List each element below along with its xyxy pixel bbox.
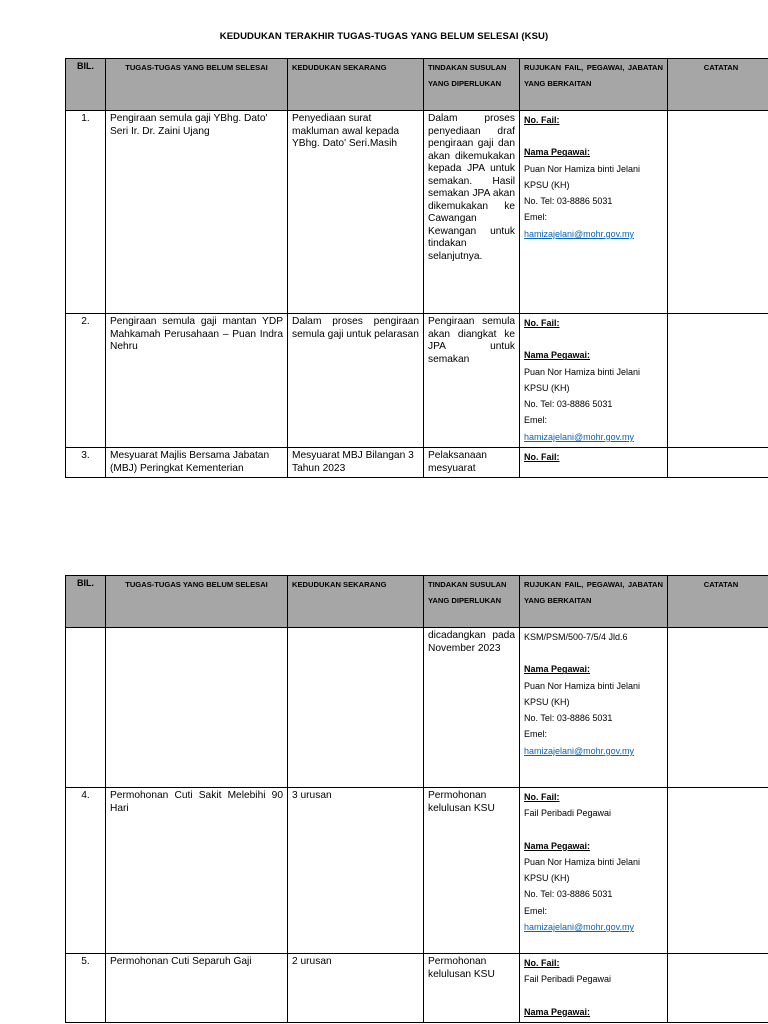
nama-pegawai-label: Nama Pegawai: bbox=[524, 350, 591, 361]
row-kedudukan: Dalam proses pengiraan semula gaji untuk pelarasan bbox=[288, 314, 424, 448]
row-tindakan: Dalam proses penyediaan draf pengiraan gaji dan akan dikemukakan kepada JPA untuk semakan. Hasil semakan JPA akan dikemukakan ke Cawangan Kewangan untuk tindakan selanjutnya. bbox=[424, 111, 520, 314]
officer-email-link[interactable]: hamizajelani@mohr.gov.my bbox=[524, 922, 635, 933]
row-rujukan bbox=[520, 314, 668, 448]
officer-post: KPSU (KH) bbox=[524, 179, 570, 190]
officer-name: Puan Nor Hamiza binti Jelani bbox=[524, 856, 641, 867]
nama-pegawai-label: Nama Pegawai: bbox=[524, 664, 591, 675]
row-tugas: Pengiraan semula gaji mantan YDP Mahkamah Perusahaan – Puan Indra Nehru bbox=[106, 314, 288, 448]
officer-tel: No. Tel: 03-8886 5031 bbox=[524, 713, 613, 724]
row-bil bbox=[66, 628, 106, 788]
header-bil: BIL. bbox=[66, 59, 106, 111]
officer-post: KPSU (KH) bbox=[524, 873, 570, 884]
row-catatan bbox=[668, 628, 768, 788]
nama-pegawai-label: Nama Pegawai: bbox=[524, 1006, 591, 1017]
officer-email-label: Emel: bbox=[524, 415, 548, 426]
row-bil: 3. bbox=[66, 448, 106, 478]
officer-name: Puan Nor Hamiza binti Jelani bbox=[524, 366, 641, 377]
officer-tel: No. Tel: 03-8886 5031 bbox=[524, 196, 613, 207]
officer-tel: No. Tel: 03-8886 5031 bbox=[524, 399, 613, 410]
row-bil: 4. bbox=[66, 788, 106, 954]
no-fail-label: No. Fail: bbox=[524, 452, 560, 463]
row-tugas: Pengiraan semula gaji YBhg. Dato' Seri Ir. Dr. Zaini Ujang bbox=[106, 111, 288, 314]
row-kedudukan: 2 urusan bbox=[288, 954, 424, 1023]
row-tugas bbox=[106, 628, 288, 788]
officer-post: KPSU (KH) bbox=[524, 382, 570, 393]
row-kedudukan: Mesyuarat MBJ Bilangan 3 Tahun 2023 bbox=[288, 448, 424, 478]
header-catatan: CATATAN bbox=[668, 59, 768, 111]
row-catatan bbox=[668, 788, 768, 954]
officer-name: Puan Nor Hamiza binti Jelani bbox=[524, 163, 641, 174]
header-bil: BIL. bbox=[66, 576, 106, 628]
row-tindakan: Pengiraan semula akan diangkat ke JPA untuk semakan bbox=[424, 314, 520, 448]
officer-post: KPSU (KH) bbox=[524, 696, 570, 707]
no-fail-label: No. Fail: bbox=[524, 318, 560, 328]
tasks-table-page-1 bbox=[65, 58, 768, 478]
no-fail-label: No. Fail: bbox=[524, 958, 560, 968]
tasks-table-page-2 bbox=[65, 575, 768, 1023]
row-bil: 5. bbox=[66, 954, 106, 1023]
table-row bbox=[66, 954, 768, 1023]
row-rujukan bbox=[520, 788, 668, 954]
row-rujukan bbox=[520, 628, 668, 788]
officer-name: Puan Nor Hamiza binti Jelani bbox=[524, 680, 641, 691]
row-tugas: Permohonan Cuti Separuh Gaji bbox=[106, 954, 288, 1023]
file-number: KSM/PSM/500-7/5/4 Jld.6 bbox=[524, 632, 628, 642]
row-kedudukan bbox=[288, 628, 424, 788]
no-fail-label: No. Fail: bbox=[524, 115, 560, 125]
header-catatan: CATATAN bbox=[668, 576, 768, 628]
row-tindakan: Permohonan kelulusan KSU bbox=[424, 788, 520, 954]
row-catatan bbox=[668, 111, 768, 314]
officer-email-label: Emel: bbox=[524, 212, 548, 223]
row-rujukan bbox=[520, 448, 668, 478]
row-kedudukan: 3 urusan bbox=[288, 788, 424, 954]
file-number: Fail Peribadi Pegawai bbox=[524, 808, 612, 819]
officer-email-link[interactable]: hamizajelani@mohr.gov.my bbox=[524, 228, 635, 239]
row-tindakan-cont: dicadangkan pada November 2023 bbox=[424, 628, 520, 788]
officer-email-label: Emel: bbox=[524, 905, 548, 916]
officer-email-link[interactable]: hamizajelani@mohr.gov.my bbox=[524, 745, 635, 756]
table-header-row bbox=[66, 59, 768, 111]
row-catatan bbox=[668, 314, 768, 448]
row-bil: 1. bbox=[66, 111, 106, 314]
officer-email-link[interactable]: hamizajelani@mohr.gov.my bbox=[524, 431, 635, 442]
header-rujukan: RUJUKAN FAIL, PEGAWAI, JABATAN YANG BERKAITAN bbox=[520, 59, 668, 111]
row-catatan bbox=[668, 954, 768, 1023]
row-rujukan bbox=[520, 111, 668, 314]
header-tindakan: TINDAKAN SUSULAN YANG DIPERLUKAN bbox=[424, 59, 520, 111]
header-tugas: TUGAS-TUGAS YANG BELUM SELESAI bbox=[106, 59, 288, 111]
header-rujukan: RUJUKAN FAIL, PEGAWAI, JABATAN YANG BERKAITAN bbox=[520, 576, 668, 628]
table-row bbox=[66, 448, 768, 478]
file-number: Fail Peribadi Pegawai bbox=[524, 974, 612, 985]
row-catatan bbox=[668, 448, 768, 478]
officer-tel: No. Tel: 03-8886 5031 bbox=[524, 889, 613, 900]
table-row bbox=[66, 314, 768, 448]
nama-pegawai-label: Nama Pegawai: bbox=[524, 147, 591, 158]
officer-email-label: Emel: bbox=[524, 729, 548, 740]
table-row bbox=[66, 628, 768, 788]
header-tugas: TUGAS-TUGAS YANG BELUM SELESAI bbox=[106, 576, 288, 628]
row-bil: 2. bbox=[66, 314, 106, 448]
document-title: KEDUDUKAN TERAKHIR TUGAS-TUGAS YANG BELUM SELESAI (KSU) bbox=[219, 31, 549, 42]
header-kedudukan: KEDUDUKAN SEKARANG bbox=[288, 576, 424, 628]
table-row bbox=[66, 111, 768, 314]
row-tugas: Permohonan Cuti Sakit Melebihi 90 Hari bbox=[106, 788, 288, 954]
table-header-row bbox=[66, 576, 768, 628]
row-tugas: Mesyuarat Majlis Bersama Jabatan (MBJ) Peringkat Kementerian bbox=[106, 448, 288, 478]
header-kedudukan: KEDUDUKAN SEKARANG bbox=[288, 59, 424, 111]
row-kedudukan: Penyediaan surat makluman awal kepada YBhg. Dato' Seri.Masih bbox=[288, 111, 424, 314]
nama-pegawai-label: Nama Pegawai: bbox=[524, 840, 591, 851]
table-row bbox=[66, 788, 768, 954]
row-tindakan: Permohonan kelulusan KSU bbox=[424, 954, 520, 1023]
row-rujukan bbox=[520, 954, 668, 1023]
header-tindakan: TINDAKAN SUSULAN YANG DIPERLUKAN bbox=[424, 576, 520, 628]
row-tindakan: Pelaksanaan mesyuarat bbox=[424, 448, 520, 478]
no-fail-label: No. Fail: bbox=[524, 792, 560, 802]
